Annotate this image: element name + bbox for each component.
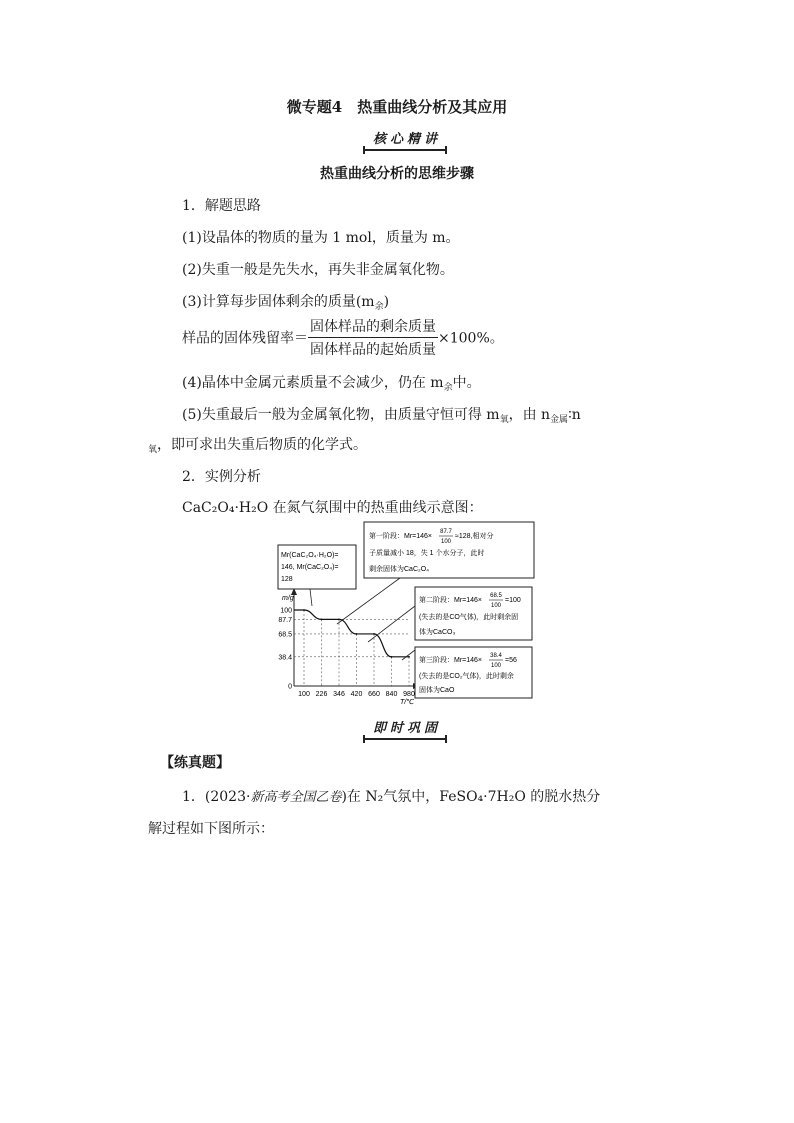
stage-3-fraction-den: 100 bbox=[490, 663, 502, 669]
x-tick-label: 840 bbox=[385, 691, 398, 698]
data-point bbox=[408, 656, 410, 658]
x-tick-label: 346 bbox=[333, 691, 345, 698]
page-title: 微专题4 热重曲线分析及其应用 bbox=[286, 98, 508, 116]
x-tick-label: 660 bbox=[368, 691, 380, 698]
stage-3-result: =56 bbox=[505, 657, 517, 664]
step-1: (1)设晶体的物质的量为 1 mol，质量为 m。 bbox=[182, 230, 460, 246]
y-tick-label: 87.7 bbox=[278, 616, 292, 624]
data-point bbox=[373, 633, 375, 635]
step-5-continued: $_氧$，即可求出失重后物质的化学式。 bbox=[148, 437, 368, 455]
stage-1-line-3: 剩余固体为CaC₂O₄ bbox=[369, 566, 430, 573]
practice-label: 【练真题】 bbox=[160, 755, 230, 771]
y-tick-label: 38.4 bbox=[278, 654, 292, 662]
leader-line-stage-2 bbox=[368, 606, 415, 642]
stage-2-line-2: (失去的是CO气体)，此时剩余固 bbox=[419, 614, 519, 621]
molar-mass-line-2: 146, Mr(CaC₂O₄)= bbox=[281, 564, 339, 571]
stage-3-line-2: (失去的是CO₂气体)，此时剩余 bbox=[419, 673, 514, 680]
stage-1-fraction-num: 87.7 bbox=[440, 529, 452, 535]
stage-1-result: ≈128,相对分 bbox=[455, 533, 494, 540]
molar-mass-line-3: 128 bbox=[281, 576, 293, 583]
x-axis-label: T/℃ bbox=[400, 699, 415, 706]
y-axis-label: m/g bbox=[282, 595, 294, 602]
question-1: 1．(2023·新高考全国乙卷)在 N₂气氛中，FeSO₄·7H₂O 的脱水热分 bbox=[182, 789, 601, 805]
stage-3-text: 第三阶段：Mr=146× bbox=[419, 657, 483, 664]
stage-2-fraction-den: 100 bbox=[490, 603, 502, 609]
leader-line-stage-3 bbox=[402, 650, 415, 660]
formula-denominator: 固体样品的起始质量 bbox=[310, 342, 436, 358]
step-5: (5)失重最后一般为金属氧化物，由质量守恒可得 $m_氧$，由 $n_{金属}∶n$ bbox=[182, 407, 581, 425]
example-intro: CaC₂O₄·H₂O 在氮气氛围中的热重曲线示意图： bbox=[182, 500, 483, 516]
step-4: (4)晶体中金属元素质量不会减少，仍在 $m_余$中。 bbox=[182, 375, 481, 393]
stage-3-fraction-num: 38.4 bbox=[490, 653, 502, 659]
y-tick-label: 68.5 bbox=[278, 631, 292, 639]
residual-rate-formula: 样品的固体残留率＝ $\frac{\text{固体样品的剩余质量}}{\text{固体样品的起始质量}}$ ×100%。 bbox=[182, 316, 504, 359]
section-badge-practice: 即时巩固 bbox=[363, 716, 447, 740]
stage-2-line-3: 体为CaCO₃ bbox=[419, 629, 456, 636]
stage-3-line-3: 固体为CaO bbox=[419, 687, 455, 694]
section-heading-approach: 1．解题思路 bbox=[182, 198, 261, 214]
stage-1-fraction-den: 100 bbox=[440, 539, 452, 545]
formula-numerator: 固体样品的剩余质量 bbox=[308, 316, 438, 338]
leader-line-molar bbox=[310, 589, 312, 606]
step-2: (2)失重一般是先失水，再失非金属氧化物。 bbox=[182, 262, 454, 278]
step-3: (3)计算每步固体剩余的质量$(m_余)$ bbox=[182, 294, 390, 312]
data-point bbox=[356, 633, 358, 635]
x-tick-label: 980 bbox=[403, 691, 415, 698]
data-point bbox=[391, 656, 393, 658]
thermogravimetric-chart bbox=[270, 520, 540, 706]
stage-1-line-2: 子质量减小 18，失 1 个水分子，此时 bbox=[369, 550, 485, 557]
x-tick-label: 226 bbox=[315, 691, 328, 698]
section-heading-example: 2．实例分析 bbox=[182, 469, 261, 485]
stage-1-text: 第一阶段：Mr=146× bbox=[369, 533, 433, 540]
y-tick-label: 100 bbox=[280, 607, 292, 615]
x-tick-label: 420 bbox=[350, 691, 363, 698]
subtitle: 热重曲线分析的思维步骤 bbox=[320, 166, 474, 182]
stage-2-result: =100 bbox=[505, 597, 521, 604]
stage-2-text: 第二阶段：Mr=146× bbox=[419, 597, 483, 604]
question-1-continued: 解过程如下图所示： bbox=[148, 821, 274, 837]
data-point bbox=[338, 618, 340, 620]
data-point bbox=[303, 609, 305, 611]
molar-mass-line-1: Mr(CaC₂O₄·H₂O)= bbox=[281, 552, 339, 559]
y-tick-label: 0 bbox=[288, 683, 292, 691]
data-point bbox=[321, 618, 323, 620]
section-badge-core: 核心精讲 bbox=[363, 127, 447, 151]
question-source: 新高考全国乙卷 bbox=[250, 790, 342, 805]
stage-2-fraction-num: 68.5 bbox=[490, 593, 502, 599]
mass-curve bbox=[294, 610, 409, 657]
x-tick-label: 100 bbox=[298, 691, 310, 698]
